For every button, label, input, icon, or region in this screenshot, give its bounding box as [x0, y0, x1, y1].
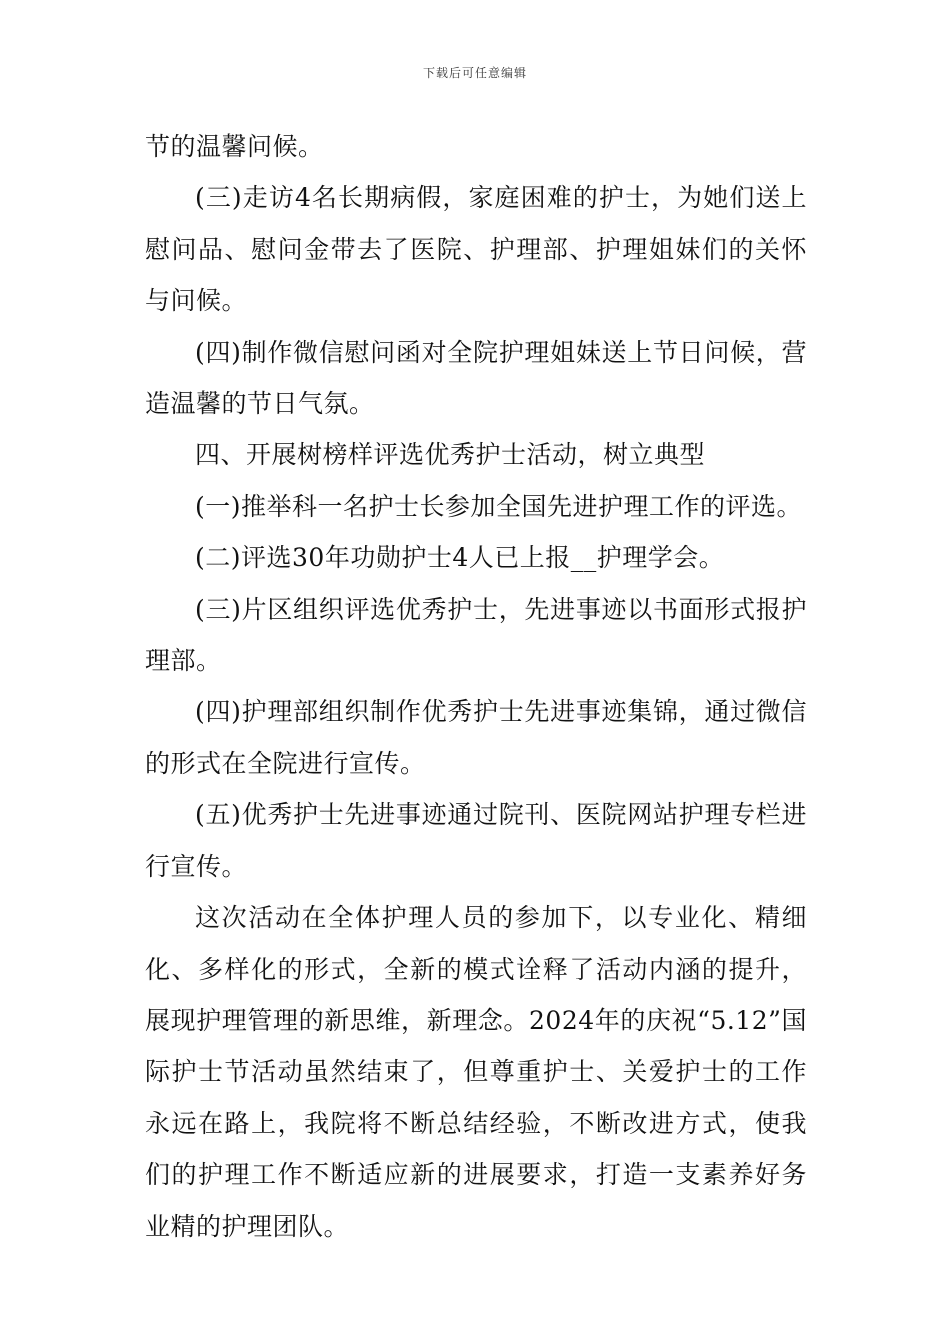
paragraph: (四)护理部组织制作优秀护士先进事迹集锦，通过微信的形式在全院进行宣传。 [145, 697, 807, 778]
paragraph: (三)片区组织评选优秀护士，先进事迹以书面形式报护理部。 [145, 594, 807, 676]
document-body [145, 121, 807, 1252]
paragraph: (一)推举科一名护士长参加全国先进护理工作的评选。 [195, 491, 803, 521]
paragraph: 节的温馨问候。 [145, 132, 324, 161]
paragraph: (二)评选30年功勋护士4人已上报__护理学会。 [195, 543, 725, 573]
page-header-note: 下载后可任意编辑 [422, 66, 527, 80]
section-heading: 四、开展树榜样评选优秀护士活动，树立典型 [195, 440, 706, 470]
paragraph: (三)走访4名长期病假，家庭困难的护士，为她们送上慰问品、慰问金带去了医院、护理部、护理姐妹们的关怀与问候。 [145, 183, 807, 316]
paragraph: (五)优秀护士先进事迹通过院刊、医院网站护理专栏进行宣传。 [145, 800, 807, 881]
paragraph: (四)制作微信慰问函对全院护理姐妹送上节日问候，营造温馨的节日气氛。 [145, 337, 807, 419]
paragraph: 这次活动在全体护理人员的参加下，以专业化、精细化、多样化的形式，全新的模式诠释了活动内涵的提升，展现护理管理的新思维，新理念。2024年的庆祝“5.12”国际护士节活动虽然结束了，但尊重护士、关爱护士的工作永远在路上，我院将不断总结经验，不断改进方式，使我们的护理工作不断适应新的进展要求，打造一支素养好务业精的护理团队。 [145, 903, 807, 1241]
